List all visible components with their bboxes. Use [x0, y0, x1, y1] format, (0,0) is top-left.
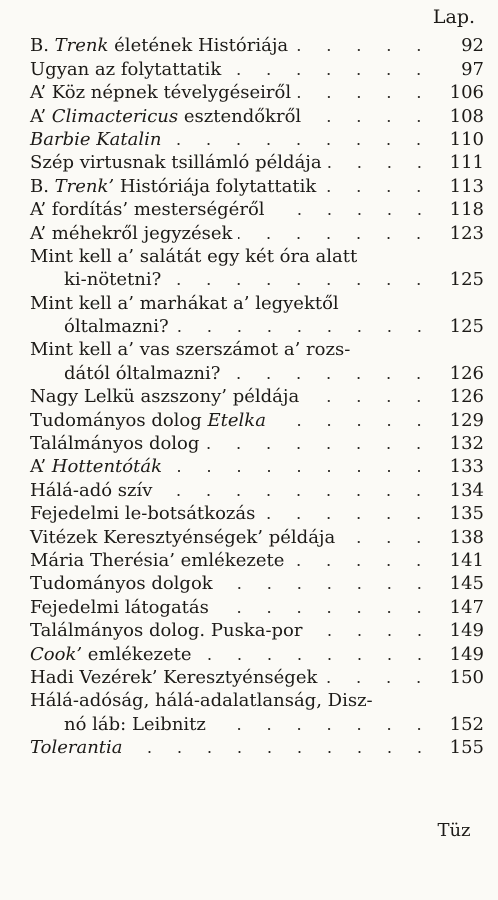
toc-entry-title — [30, 105, 301, 128]
leader-dots — [167, 283, 434, 285]
toc-entry — [30, 104, 484, 127]
italic-name: Tolerantia — [30, 737, 123, 759]
leader-dots — [305, 400, 434, 402]
title-text: Mint kell a’ vas szerszámot a’ rozs- — [30, 339, 351, 361]
title-text: Tudományos dolgok — [30, 573, 213, 595]
toc-entry-title — [30, 292, 339, 315]
page-number: 138 — [449, 526, 484, 548]
page-number: 150 — [449, 666, 484, 688]
toc-entry-title — [30, 643, 192, 666]
toc-entry — [30, 689, 484, 712]
title-text: Tudományos dolog — [30, 409, 208, 431]
toc-entry — [30, 478, 484, 501]
page-number: 123 — [449, 222, 484, 244]
toc-entry — [30, 291, 484, 314]
toc-entry-title — [30, 666, 317, 689]
toc-entry — [30, 34, 484, 57]
toc-entry-title — [30, 502, 255, 525]
toc-entry — [30, 642, 484, 665]
title-text: A’ fordítás’ mesterségéről — [30, 199, 265, 221]
toc-entry-title — [30, 455, 162, 478]
leader-dots — [212, 728, 434, 730]
title-text: óltalmazni? — [64, 316, 169, 338]
italic-name: Trenk — [54, 35, 109, 57]
toc-entry — [30, 174, 484, 197]
title-text: Hálá-adóság, hálá-adalatlanság, Disz- — [30, 690, 373, 712]
toc-entry-title — [30, 526, 335, 549]
leader-dots — [238, 237, 434, 239]
toc-entry — [30, 736, 484, 759]
toc-entry-title — [30, 338, 350, 361]
page-number: 108 — [449, 105, 484, 127]
italic-name: Hottentóták — [51, 456, 162, 478]
title-text: életének Históriája — [108, 35, 289, 57]
leader-dots — [158, 494, 434, 496]
toc-entry-title — [30, 736, 123, 759]
page-number: 126 — [449, 386, 484, 408]
toc-entry-title — [30, 619, 303, 642]
title-text: ki-nötetni? — [64, 269, 162, 291]
page-number: 106 — [449, 82, 484, 104]
toc-entry — [30, 432, 484, 455]
page-number: 97 — [461, 58, 484, 80]
title-text: Találmányos dolog — [30, 433, 200, 455]
leader-dots — [271, 213, 434, 215]
page-number: 134 — [449, 479, 484, 501]
toc-entry — [30, 315, 484, 338]
toc-entry — [30, 221, 484, 244]
page-number: 125 — [449, 316, 484, 338]
toc-entry — [30, 595, 484, 618]
title-text: B. — [30, 175, 55, 197]
title-text: Mária Therésia’ emlékezete — [30, 549, 285, 571]
title-text: nó láb: Leibnitz — [64, 713, 206, 735]
leader-dots — [215, 611, 434, 613]
page-number: 141 — [449, 549, 484, 571]
page-number: 92 — [461, 35, 484, 57]
title-text: Fejedelmi látogatás — [30, 596, 209, 618]
title-text: A’ — [30, 105, 52, 127]
title-text: A’ Köz népnek tévelygéseiről — [30, 82, 292, 104]
page-number: 126 — [449, 362, 484, 384]
leader-dots — [129, 751, 434, 753]
toc-entry — [30, 81, 484, 104]
toc-entry — [30, 385, 484, 408]
title-text: Hadi Vezérek’ Keresztyénségek — [30, 666, 318, 688]
toc-entry-title — [30, 549, 284, 572]
toc-entry — [30, 128, 484, 151]
toc-entry — [30, 57, 484, 80]
toc-entry-title — [30, 596, 209, 619]
italic-name: Climactericus — [51, 105, 179, 127]
page-number: 125 — [449, 269, 484, 291]
catchword: Tüz — [437, 820, 471, 841]
table-of-contents — [30, 34, 484, 759]
title-text: A’ — [30, 456, 52, 478]
leader-dots — [198, 658, 434, 660]
leader-dots — [322, 190, 434, 192]
page-number: 152 — [449, 713, 484, 735]
page-number: 111 — [449, 152, 484, 174]
toc-entry — [30, 666, 484, 689]
title-text: Szép virtusnak tsillámló példája — [30, 152, 322, 174]
toc-entry-title — [64, 713, 206, 736]
toc-entry — [30, 525, 484, 548]
title-text: A’ méhekről jegyzések — [30, 222, 233, 244]
page-number: 133 — [449, 456, 484, 478]
leader-dots — [290, 564, 434, 566]
toc-entry-title — [30, 58, 221, 81]
page-number: 132 — [449, 433, 484, 455]
leader-dots — [168, 470, 434, 472]
toc-entry — [30, 198, 484, 221]
leader-dots — [294, 49, 434, 51]
title-text: Mint kell a’ salátát egy két óra alatt — [30, 245, 358, 267]
toc-entry — [30, 338, 484, 361]
leader-dots — [309, 634, 435, 636]
leader-dots — [167, 143, 434, 145]
title-text: Hálá-adó szív — [30, 479, 153, 501]
page-number: 129 — [449, 409, 484, 431]
toc-entry-title — [30, 222, 232, 245]
toc-entry — [30, 268, 484, 291]
page-number: 145 — [449, 573, 484, 595]
title-text: Mint kell a’ marhákat a’ legyektől — [30, 292, 339, 314]
toc-entry-title — [30, 198, 265, 221]
toc-entry — [30, 619, 484, 642]
toc-entry-title — [30, 245, 357, 268]
toc-entry — [30, 572, 484, 595]
toc-entry-title — [64, 268, 161, 291]
page-number: 149 — [449, 620, 484, 642]
leader-dots — [297, 96, 434, 98]
toc-entry-title — [30, 128, 161, 151]
leader-dots — [227, 73, 434, 75]
toc-entry — [30, 151, 484, 174]
title-text: Históriája folytattatik — [114, 175, 317, 197]
leader-dots — [219, 587, 434, 589]
title-text: esztendőkről — [178, 105, 302, 127]
title-text: Találmányos dolog. Puska-por — [30, 620, 303, 642]
toc-entry-title — [30, 572, 213, 595]
toc-entry — [30, 549, 484, 572]
page-number: 135 — [449, 503, 484, 525]
toc-entry-title — [30, 479, 152, 502]
toc-entry — [30, 502, 484, 525]
title-text: Ugyan az folytattatik — [30, 58, 222, 80]
italic-name: Cook’ — [30, 643, 83, 665]
title-text: B. — [30, 35, 55, 57]
toc-entry-title — [30, 689, 373, 712]
leader-dots — [272, 424, 434, 426]
leader-dots — [341, 541, 434, 543]
title-text: dától óltalmazni? — [64, 362, 221, 384]
page-column-header: Lap. — [432, 6, 476, 28]
leader-dots — [205, 447, 434, 449]
toc-entry — [30, 408, 484, 431]
page-number: 155 — [449, 737, 484, 759]
toc-entry-title — [64, 315, 169, 338]
page-number: 147 — [449, 596, 484, 618]
toc-entry-title — [30, 34, 288, 57]
leader-dots — [323, 681, 434, 683]
page-number: 110 — [449, 128, 484, 150]
page-number: 149 — [449, 643, 484, 665]
leader-dots — [307, 120, 434, 122]
title-text: Fejedelmi le-botsátkozás — [30, 503, 256, 525]
italic-name: Barbie Katalin — [30, 128, 162, 150]
toc-entry — [30, 712, 484, 735]
toc-entry-title — [30, 409, 266, 432]
toc-entry-title — [64, 362, 220, 385]
toc-entry-title — [30, 151, 322, 174]
title-text: Nagy Lelkü aszszony’ példája — [30, 386, 300, 408]
italic-name: Etelka — [207, 409, 266, 431]
toc-entry-title — [30, 175, 316, 198]
page-number: 118 — [449, 199, 484, 221]
leader-dots — [261, 517, 434, 519]
toc-entry-title — [30, 385, 299, 408]
toc-entry-title — [30, 81, 291, 104]
leader-dots — [175, 330, 434, 332]
italic-name: Trenk’ — [54, 175, 115, 197]
page-number: 113 — [449, 175, 484, 197]
toc-entry — [30, 245, 484, 268]
leader-dots — [226, 377, 434, 379]
title-text: Vitézek Keresztyénségek’ példája — [30, 526, 336, 548]
leader-dots — [328, 166, 434, 168]
toc-entry — [30, 361, 484, 384]
toc-entry-title — [30, 432, 199, 455]
title-text: emlékezete — [82, 643, 192, 665]
toc-entry — [30, 455, 484, 478]
